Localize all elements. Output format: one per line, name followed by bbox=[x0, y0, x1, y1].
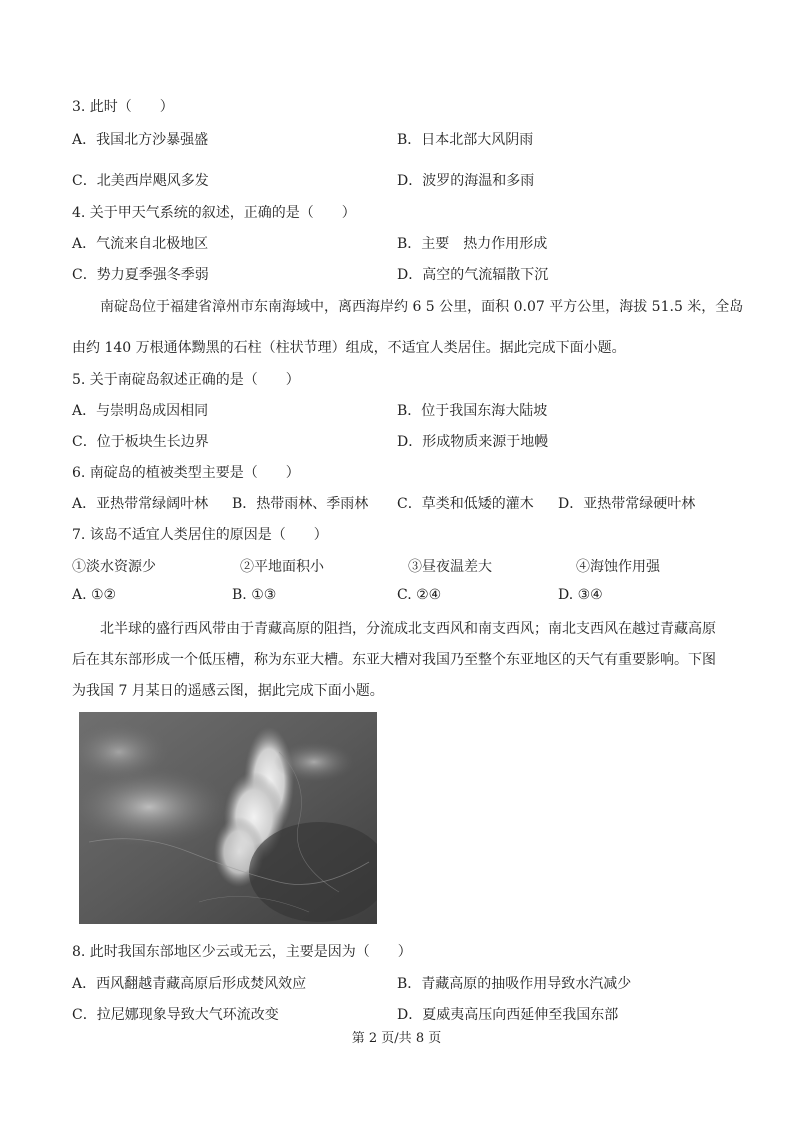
q6-option-c: C．草类和低矮的灌木 bbox=[397, 496, 534, 512]
q8-option-d: D．夏威夷高压向西延伸至我国东部 bbox=[397, 1007, 619, 1023]
q6-option-a: A．亚热带常绿阔叶林 bbox=[72, 496, 209, 512]
q3-option-a: A．我国北方沙暴强盛 bbox=[72, 132, 209, 148]
q8-option-a: A．西风翻越青藏高原后形成焚风效应 bbox=[72, 976, 307, 992]
q4-option-d: D．高空的气流辐散下沉 bbox=[397, 267, 549, 283]
q4-option-b: B．主要 热力作用形成 bbox=[397, 236, 548, 252]
q7-option-b: B. ①③ bbox=[232, 587, 277, 603]
q8-option-c: C．拉尼娜现象导致大气环流改变 bbox=[72, 1007, 279, 1023]
q7-stem: 7. 该岛不适宜人类居住的原因是（ ） bbox=[72, 527, 328, 543]
q6-stem: 6. 南碇岛的植被类型主要是（ ） bbox=[72, 465, 300, 481]
q3-option-d: D．波罗的海温和多雨 bbox=[397, 173, 535, 189]
q5-stem: 5. 关于南碇岛叙述正确的是（ ） bbox=[72, 372, 300, 388]
q7-item-4: ④海蚀作用强 bbox=[576, 559, 660, 575]
q4-option-a: A．气流来自北极地区 bbox=[72, 236, 209, 252]
q7-option-c: C. ②④ bbox=[397, 587, 442, 603]
q8-stem: 8. 此时我国东部地区少云或无云，主要是因为（ ） bbox=[72, 944, 412, 960]
q8-option-b: B．青藏高原的抽吸作用导致水汽减少 bbox=[397, 976, 632, 992]
q7-option-a: A. ①② bbox=[72, 587, 117, 603]
passage2-line1: 北半球的盛行西风带由于青藏高原的阻挡，分流成北支西风和南支西风；南北支西风在越过青藏高原 bbox=[100, 621, 716, 637]
q7-option-d: D. ③④ bbox=[558, 587, 603, 603]
page-footer: 第 2 页/共 8 页 bbox=[351, 1031, 442, 1046]
q3-option-c: C．北美西岸飓风多发 bbox=[72, 173, 209, 189]
q3-option-b: B．日本北部大风阴雨 bbox=[397, 132, 534, 148]
q4-stem: 4. 关于甲天气系统的叙述，正确的是（ ） bbox=[72, 205, 356, 221]
q6-option-b: B．热带雨林、季雨林 bbox=[232, 496, 369, 512]
passage2-line2: 后在其东部形成一个低压槽，称为东亚大槽。东亚大槽对我国乃至整个东亚地区的天气有重要影响。下图 bbox=[72, 652, 716, 668]
q5-option-d: D．形成物质来源于地幔 bbox=[397, 434, 549, 450]
q7-item-3: ③昼夜温差大 bbox=[408, 559, 492, 575]
q4-option-c: C．势力夏季强冬季弱 bbox=[72, 267, 209, 283]
q5-option-b: B．位于我国东海大陆坡 bbox=[397, 403, 548, 419]
passage2-line3: 为我国 7 月某日的遥感云图，据此完成下面小题。 bbox=[72, 683, 384, 699]
passage1-line1: 南碇岛位于福建省漳州市东南海域中，离西海岸约 6 5 公里，面积 0.07 平方公里，海拔 51.5 米，全岛 bbox=[100, 299, 744, 315]
q6-option-d: D．亚热带常绿硬叶林 bbox=[558, 496, 696, 512]
q3-stem: 3. 此时（ ） bbox=[72, 99, 174, 115]
q5-option-c: C．位于板块生长边界 bbox=[72, 434, 209, 450]
q5-option-a: A．与崇明岛成因相同 bbox=[72, 403, 209, 419]
passage1-line2: 由约 140 万根通体黝黑的石柱（柱状节理）组成，不适宜人类居住。据此完成下面小题。 bbox=[72, 340, 626, 356]
q7-item-2: ②平地面积小 bbox=[240, 559, 324, 575]
q7-item-1: ①淡水资源少 bbox=[72, 559, 156, 575]
satellite-cloud-image bbox=[79, 712, 377, 924]
